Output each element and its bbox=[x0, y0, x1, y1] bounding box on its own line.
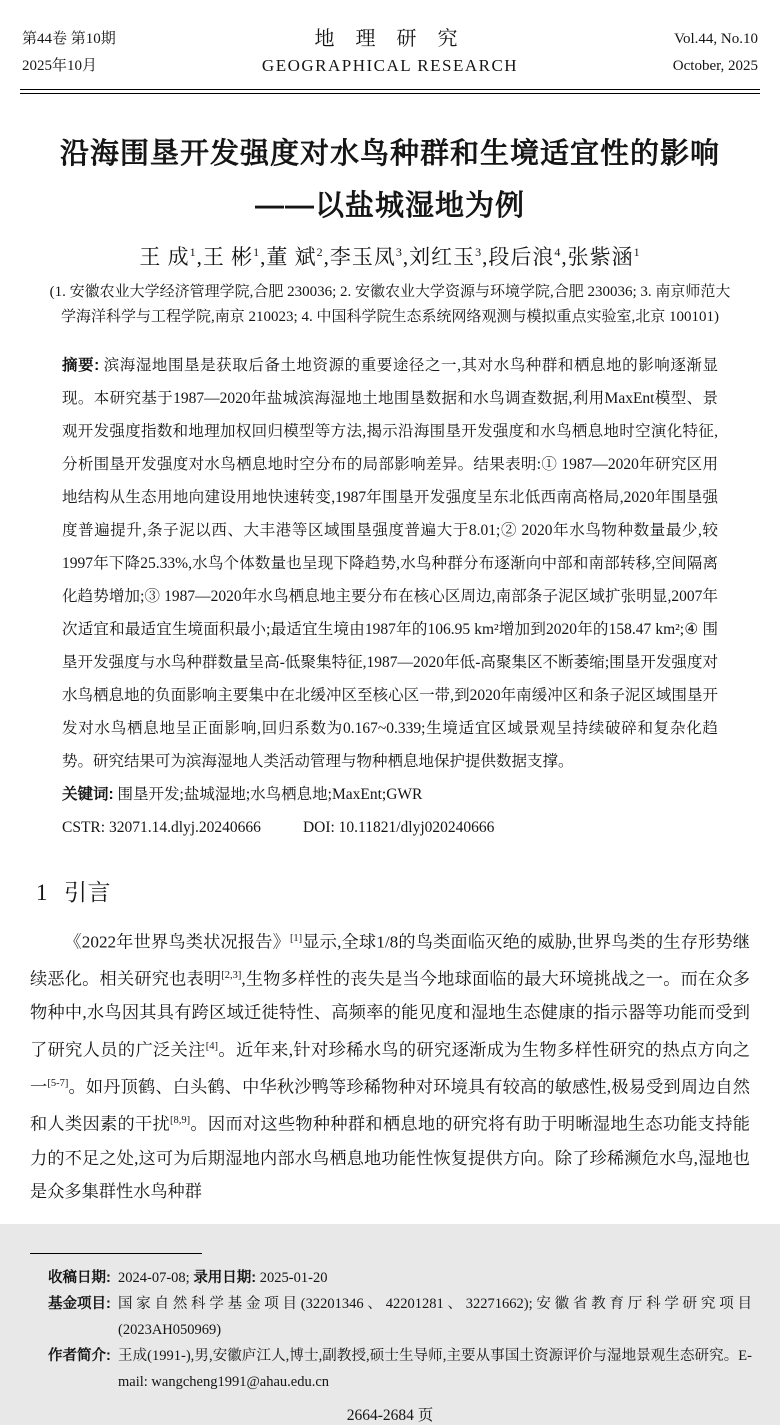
funding-value: 国家自然科学基金项目(32201346、42201281、32271662);安徽省教育厅科学研究项目(2023AH050969) bbox=[118, 1295, 752, 1338]
abstract-text: 滨海湿地围垦是获取后备土地资源的重要途径之一,其对水鸟种群和栖息地的影响逐渐显现。本研究基于1987—2020年盐城滨海湿地土地围垦数据和水鸟调查数据,利用MaxEnt模型、景观开发强度指数和地理加权回归模型等方法,揭示沿海围垦开发强度和水鸟栖息地时空演化特征,分析围垦开发强度对水鸟栖息地时空分布的局部影响差异。结果表明:① 1987—2020年研究区用地结构从生态用地向建设用地快速转变,1987年围垦开发强度呈东北低西南高格局,2020年围垦强度普遍提升,条子泥以西、大丰港等区域围垦强度普遍大于8.01;② 2020年水鸟物种数量最少,较1997年下降25.33%,水鸟个体数量也呈现下降趋势,水鸟种群分布逐渐向中部和南部转移,空间隔离化趋势增加;③ 1987—2020年水鸟栖息地主要分布在核心区周边,南部条子泥区域扩张明显,2007年次适宜和最适宜生境面积最小;最适宜生境由1987年的106.95 km²增加到2020年的158.47 km²;④ 围垦开发强度与水鸟种群数量呈高-低聚集特征,1987—2020年低-高聚集区不断萎缩;围垦开发强度对水鸟栖息地的负面影响主要集中在北缓冲区至核心区一带,到2020年南缓冲区和条子泥区域围垦开发对水鸟栖息地呈正面影响,回归系数为0.167~0.339;生境适宜区域景观呈持续破碎和复杂化趋势。研究结果可为滨海湿地人类活动管理与物种栖息地保护提供数据支撑。 bbox=[62, 357, 718, 770]
section-heading bbox=[36, 874, 750, 907]
journal-title-en: GEOGRAPHICAL RESEARCH bbox=[261, 56, 519, 75]
article-title-line2: ——以盐城湿地为例 bbox=[254, 190, 525, 222]
keywords-line bbox=[62, 778, 718, 811]
article-title bbox=[30, 128, 750, 232]
footnote-funding bbox=[48, 1291, 752, 1343]
footnotes-block bbox=[48, 1265, 752, 1395]
received-date-value: 2024-07-08; bbox=[118, 1269, 190, 1286]
journal-date-cn: 2025年10月 bbox=[22, 58, 98, 74]
abstract-label: 摘要: bbox=[62, 357, 100, 374]
intro-paragraph: 《2022年世界鸟类状况报告》[1]显示,全球1/8的鸟类面临灭绝的威胁,世界鸟类的生存形势继续恶化。相关研究也表明[2,3],生物多样性的丧失是当今地球面临的最大环境挑战之一。而在众多物种中,水鸟因其具有跨区域迁徙特性、高频率的能见度和湿地生态健康的指示器等功能而受到了研究人员的广泛关注[4]。近年来,针对珍稀水鸟的研究逐渐成为生物多样性研究的热点方向之一[5-7]。如丹顶鹤、白头鹤、中华秋沙鸭等珍稀物种对环境具有较高的敏感性,极易受到周边自然和人类因素的干扰[8,9]。因而对这些物种种群和栖息地的研究将有助于明晰湿地生态功能支持能力的不足之处,这可为后期湿地内部水鸟栖息地功能性恢复提供方向。除了珍稀濒危水鸟,湿地也是众多集群性水鸟种群 bbox=[30, 932, 750, 1202]
journal-header-right bbox=[588, 26, 758, 80]
accepted-date-label: 录用日期: bbox=[193, 1269, 257, 1286]
footnote-author-bio bbox=[48, 1343, 752, 1395]
journal-volume-issue-cn: 第44卷 第10期 bbox=[22, 31, 116, 47]
author-bio-value: 王成(1991-),男,安徽庐江人,博士,副教授,硕士生导师,主要从事国土资源评价与湿地景观生态研究。E-mail: wangcheng1991@ahau.edu.cn bbox=[118, 1347, 752, 1390]
abstract-block bbox=[62, 349, 718, 778]
received-date-label: 收稿日期: bbox=[48, 1269, 111, 1286]
accepted-date-value: 2025-01-20 bbox=[259, 1269, 328, 1286]
journal-header-center bbox=[192, 26, 588, 80]
section-title: 引言 bbox=[64, 880, 111, 905]
keywords-text: 围垦开发;盐城湿地;水鸟栖息地;MaxEnt;GWR bbox=[117, 786, 423, 803]
header-double-rule bbox=[20, 89, 760, 94]
identifier-line bbox=[62, 811, 718, 844]
journal-title-cn: 地 理 研 究 bbox=[314, 28, 466, 50]
article-title-line1: 沿海围垦开发强度对水鸟种群和生境适宜性的影响 bbox=[59, 138, 720, 170]
journal-header bbox=[0, 0, 780, 80]
footnote-rule bbox=[30, 1253, 202, 1254]
journal-date-en: October, 2025 bbox=[672, 58, 758, 74]
journal-volume-issue-en: Vol.44, No.10 bbox=[674, 31, 758, 47]
keywords-label: 关键词: bbox=[62, 786, 114, 803]
cstr-text: CSTR: 32071.14.dlyj.20240666 bbox=[62, 819, 261, 836]
footnote-dates bbox=[48, 1265, 752, 1291]
authors-line: 王 成$^1$,王 彬$^1$,董 斌$^2$,李玉凤$^3$,刘红玉$^3$,段后浪$^4$,张紫涵$^1$ bbox=[139, 245, 641, 269]
author-bio-label: 作者简介: bbox=[48, 1347, 111, 1364]
section-number: 1 bbox=[36, 880, 48, 905]
page-range: 2664-2684 页 bbox=[346, 1406, 434, 1424]
affiliations: (1. 安徽农业大学经济管理学院,合肥 230036; 2. 安徽农业大学资源与环境学院,合肥 230036; 3. 南京师范大学海洋科学与工程学院,南京 210023; 4. 中国科学院生态系统网络观测与模拟重点实验室,北京 100101) bbox=[49, 284, 731, 325]
funding-label: 基金项目: bbox=[48, 1295, 111, 1312]
doi-text: DOI: 10.11821/dlyj020240666 bbox=[302, 819, 495, 836]
journal-header-left bbox=[22, 26, 192, 80]
